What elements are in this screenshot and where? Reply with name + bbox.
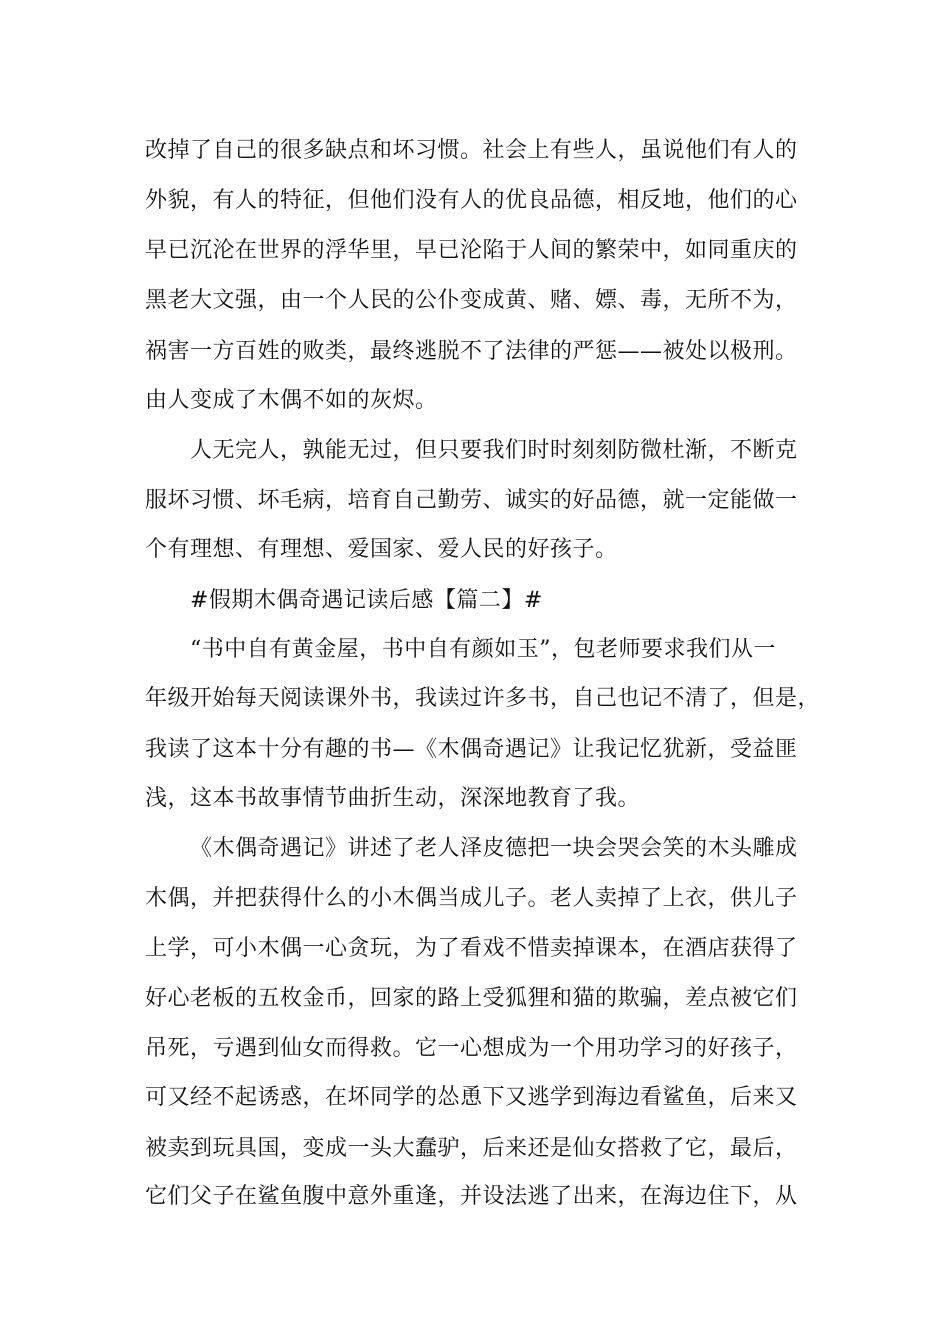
text-line: 可又经不起诱惑，在坏同学的怂恿下又逃学到海边看鲨鱼，后来又 — [145, 1085, 798, 1110]
text-line: 外貌，有人的特征，但他们没有人的优良品德，相反地，他们的心 — [145, 188, 798, 213]
text-line: 个有理想、有理想、爱国家、爱人民的好孩子。 — [145, 537, 618, 562]
text-line: 年级开始每天阅读课外书，我读过许多书，自己也记不清了，但是， — [145, 686, 821, 711]
text-line: 上学，可小木偶一心贪玩，为了看戏不惜卖掉课本，在酒店获得了 — [145, 936, 798, 961]
text-line: 木偶，并把获得什么的小木偶当成儿子。老人卖掉了上衣，供儿子 — [145, 886, 798, 911]
text-line: 好心老板的五枚金币，回家的路上受狐狸和猫的欺骗，差点被它们 — [145, 986, 798, 1011]
text-line: 祸害一方百姓的败类，最终逃脱不了法律的严惩——被处以极刑。 — [145, 339, 798, 364]
text-line: “书中自有黄金屋，书中自有颜如玉”，包老师要求我们从一 — [190, 637, 776, 662]
text-line: 吊死，亏遇到仙女而得救。它一心想成为一个用功学习的好孩子， — [145, 1036, 798, 1061]
text-line: 人无完人，孰能无过，但只要我们时时刻刻防微杜渐，不断克 — [190, 438, 798, 463]
text-line: 它们父子在鲨鱼腹中意外重逢，并设法逃了出来，在海边住下，从 — [145, 1184, 798, 1209]
section-heading: #假期木偶奇遇记读后感【篇二】# — [190, 588, 543, 613]
text-line: 《木偶奇遇记》讲述了老人泽皮德把一块会哭会笑的木头雕成 — [190, 836, 798, 861]
text-line: 服坏习惯、坏毛病，培育自己勤劳、诚实的好品德，就一定能做一 — [145, 488, 798, 513]
text-line: 由人变成了木偶不如的灰烬。 — [145, 388, 438, 413]
text-line: 黑老大文强，由一个人民的公仆变成黄、赌、嫖、毒，无所不为， — [145, 288, 798, 313]
text-line: 早已沉沦在世界的浮华里，早已沦陷于人间的繁荣中，如同重庆的 — [145, 238, 798, 263]
text-line: 浅，这本书故事情节曲折生动，深深地教育了我。 — [145, 786, 641, 811]
text-line: 我读了这本十分有趣的书—《木偶奇遇记》让我记忆犹新，受益匪 — [145, 737, 798, 762]
text-line: 改掉了自己的很多缺点和坏习惯。社会上有些人，虽说他们有人的 — [145, 138, 798, 163]
text-line: 被卖到玩具国，变成一头大蠢驴，后来还是仙女搭救了它，最后， — [145, 1136, 798, 1161]
